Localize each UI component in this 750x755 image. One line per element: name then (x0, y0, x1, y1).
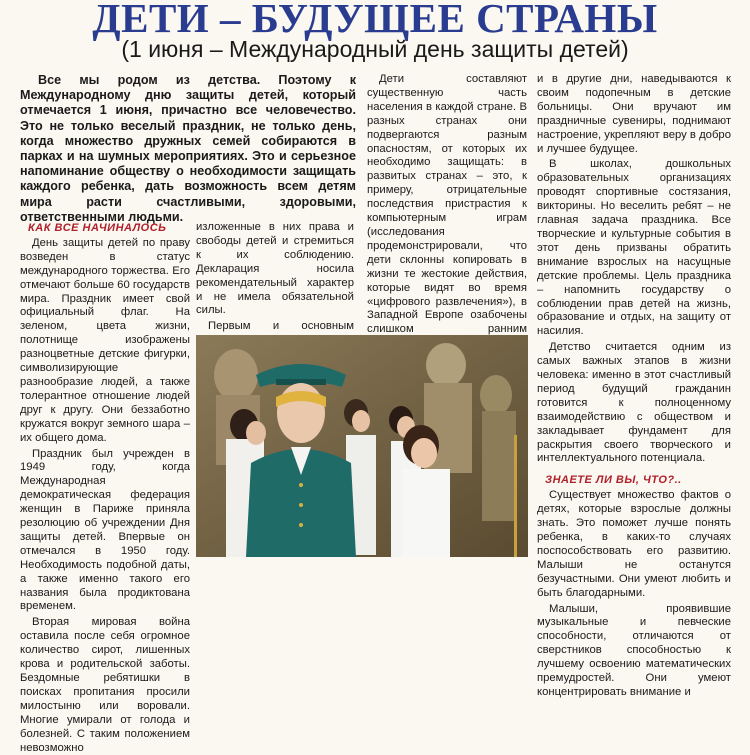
paragraph: Вторая мировая война оставила после себя огромное количество сирот, лишенных крова и родительской заботы. Бездомные ребятишки в поисках пропитания просили милостыню или воровали. Многие умирали от голода и болезней. С таким положением невозможно (20, 616, 190, 754)
lead-text: Все мы родом из детства. Поэтому к Международному дню защиты детей, который отмечается 1 июня, причастно все человечество. Это не только веселый праздник, не только день, когда множество дружных семей собираются в парках и на шумных мероприятиях. Это и серьезное напоминание обществу о необходимости защищать каждого ребенка, дать возможность всем детям мира расти счастливыми, здоровыми, ответственными людьми. (20, 73, 356, 224)
paragraph: Существует множество фактов о детях, которые взрослые должны знать. Это поможет лучше понять ребенка, в каких-то случаях поспособствовать его развитию. Малыши не останутся безучастными. Они умеют любить и быть благодарными. (537, 489, 731, 599)
column-4 (537, 73, 731, 700)
paragraph: Дети составляют существенную часть населения в каждой стране. В разных странах они подвергаются разным опасностям, от которых их необходимо защищать: в развитых странах – это, к примеру, отрицательные последствия пристрастия к компьютерным играм (исследования продемонстрировали, что дети склонны копировать в жизни те жестокие действия, которые видят во время «цифрового развлечения»), в Западной Европе озабочены слишком ранним (367, 73, 527, 336)
paragraph: Первым и основным (208, 320, 354, 333)
photo-illustration (196, 335, 528, 557)
paragraph: День защиты детей по праву возведен в статус международного торжества. Его отмечают больше 60 государств мира. Праздник имеет свой официальный флаг. На зеленом, цвета жизни, полотнище изображены разноцветные детские фигурки, символизирующие разнообразие людей, а также толерантное отношение людей друг к другу. Они беззаботно кружатся вокруг земного шара – их общего дома. (20, 236, 190, 444)
paragraph: В школах, дошкольных образовательных организациях проводят спортивные состязания, викторины. Но веселить ребят – не главная задача праздника. Все творческие и культурные события в этот день призваны обратить внимание взрослых на насущные детские проблемы. Цель праздника – напомнить государству о соблюдении прав детей на жизнь, образование и отдых, на защиту от насилия. (537, 158, 731, 338)
column-1 (20, 222, 190, 755)
page-title: ДЕТИ – БУДУЩЕЕ СТРАНЫ (92, 0, 658, 41)
section-heading-history: КАК ВСЕ НАЧИНАЛОСЬ (28, 222, 167, 234)
paragraph: Детство считается одним из самых важных этапов в жизни человека: именно в этот счастливый период будущий гражданин готовится к полноценному взаимодействию с обществом и закладывает фундамент для раскрытия своего творческого и интеллектуального потенциала. (537, 341, 731, 465)
section-heading-facts: ЗНАЕТЕ ЛИ ВЫ, ЧТО?.. (545, 474, 682, 487)
paragraph: и в другие дни, наведываются к своим подопечным в детские больницы. Они вручают им праздничные сувениры, поднимают настроение, укрепляют веру в добро и лучшее будущее. (537, 73, 731, 155)
paragraph: изложенные в них права и свободы детей и стремиться к их соблюдению. Декларация носила рекомендательный характер и не имела обязательной силы. (196, 221, 354, 317)
lead-paragraph (20, 73, 356, 225)
page-subtitle: (1 июня – Международный день защиты детей) (121, 36, 629, 62)
paragraph: Малыши, проявившие музыкальные и певческие способности, отличаются от сверстников способностью к лучшему освоению математических премудростей. Они умеют концентрировать внимание и (537, 602, 731, 698)
paragraph: Праздник был учрежден в 1949 году, когда Международная демократическая федерация женщин в Париже приняла резолюцию об учреждении Дня защиты детей. Впервые он отмечался в 1950 году. Необходимость подобной даты, а также именно такого его названия была продиктована временем. (20, 447, 190, 613)
article-photo (196, 335, 528, 557)
